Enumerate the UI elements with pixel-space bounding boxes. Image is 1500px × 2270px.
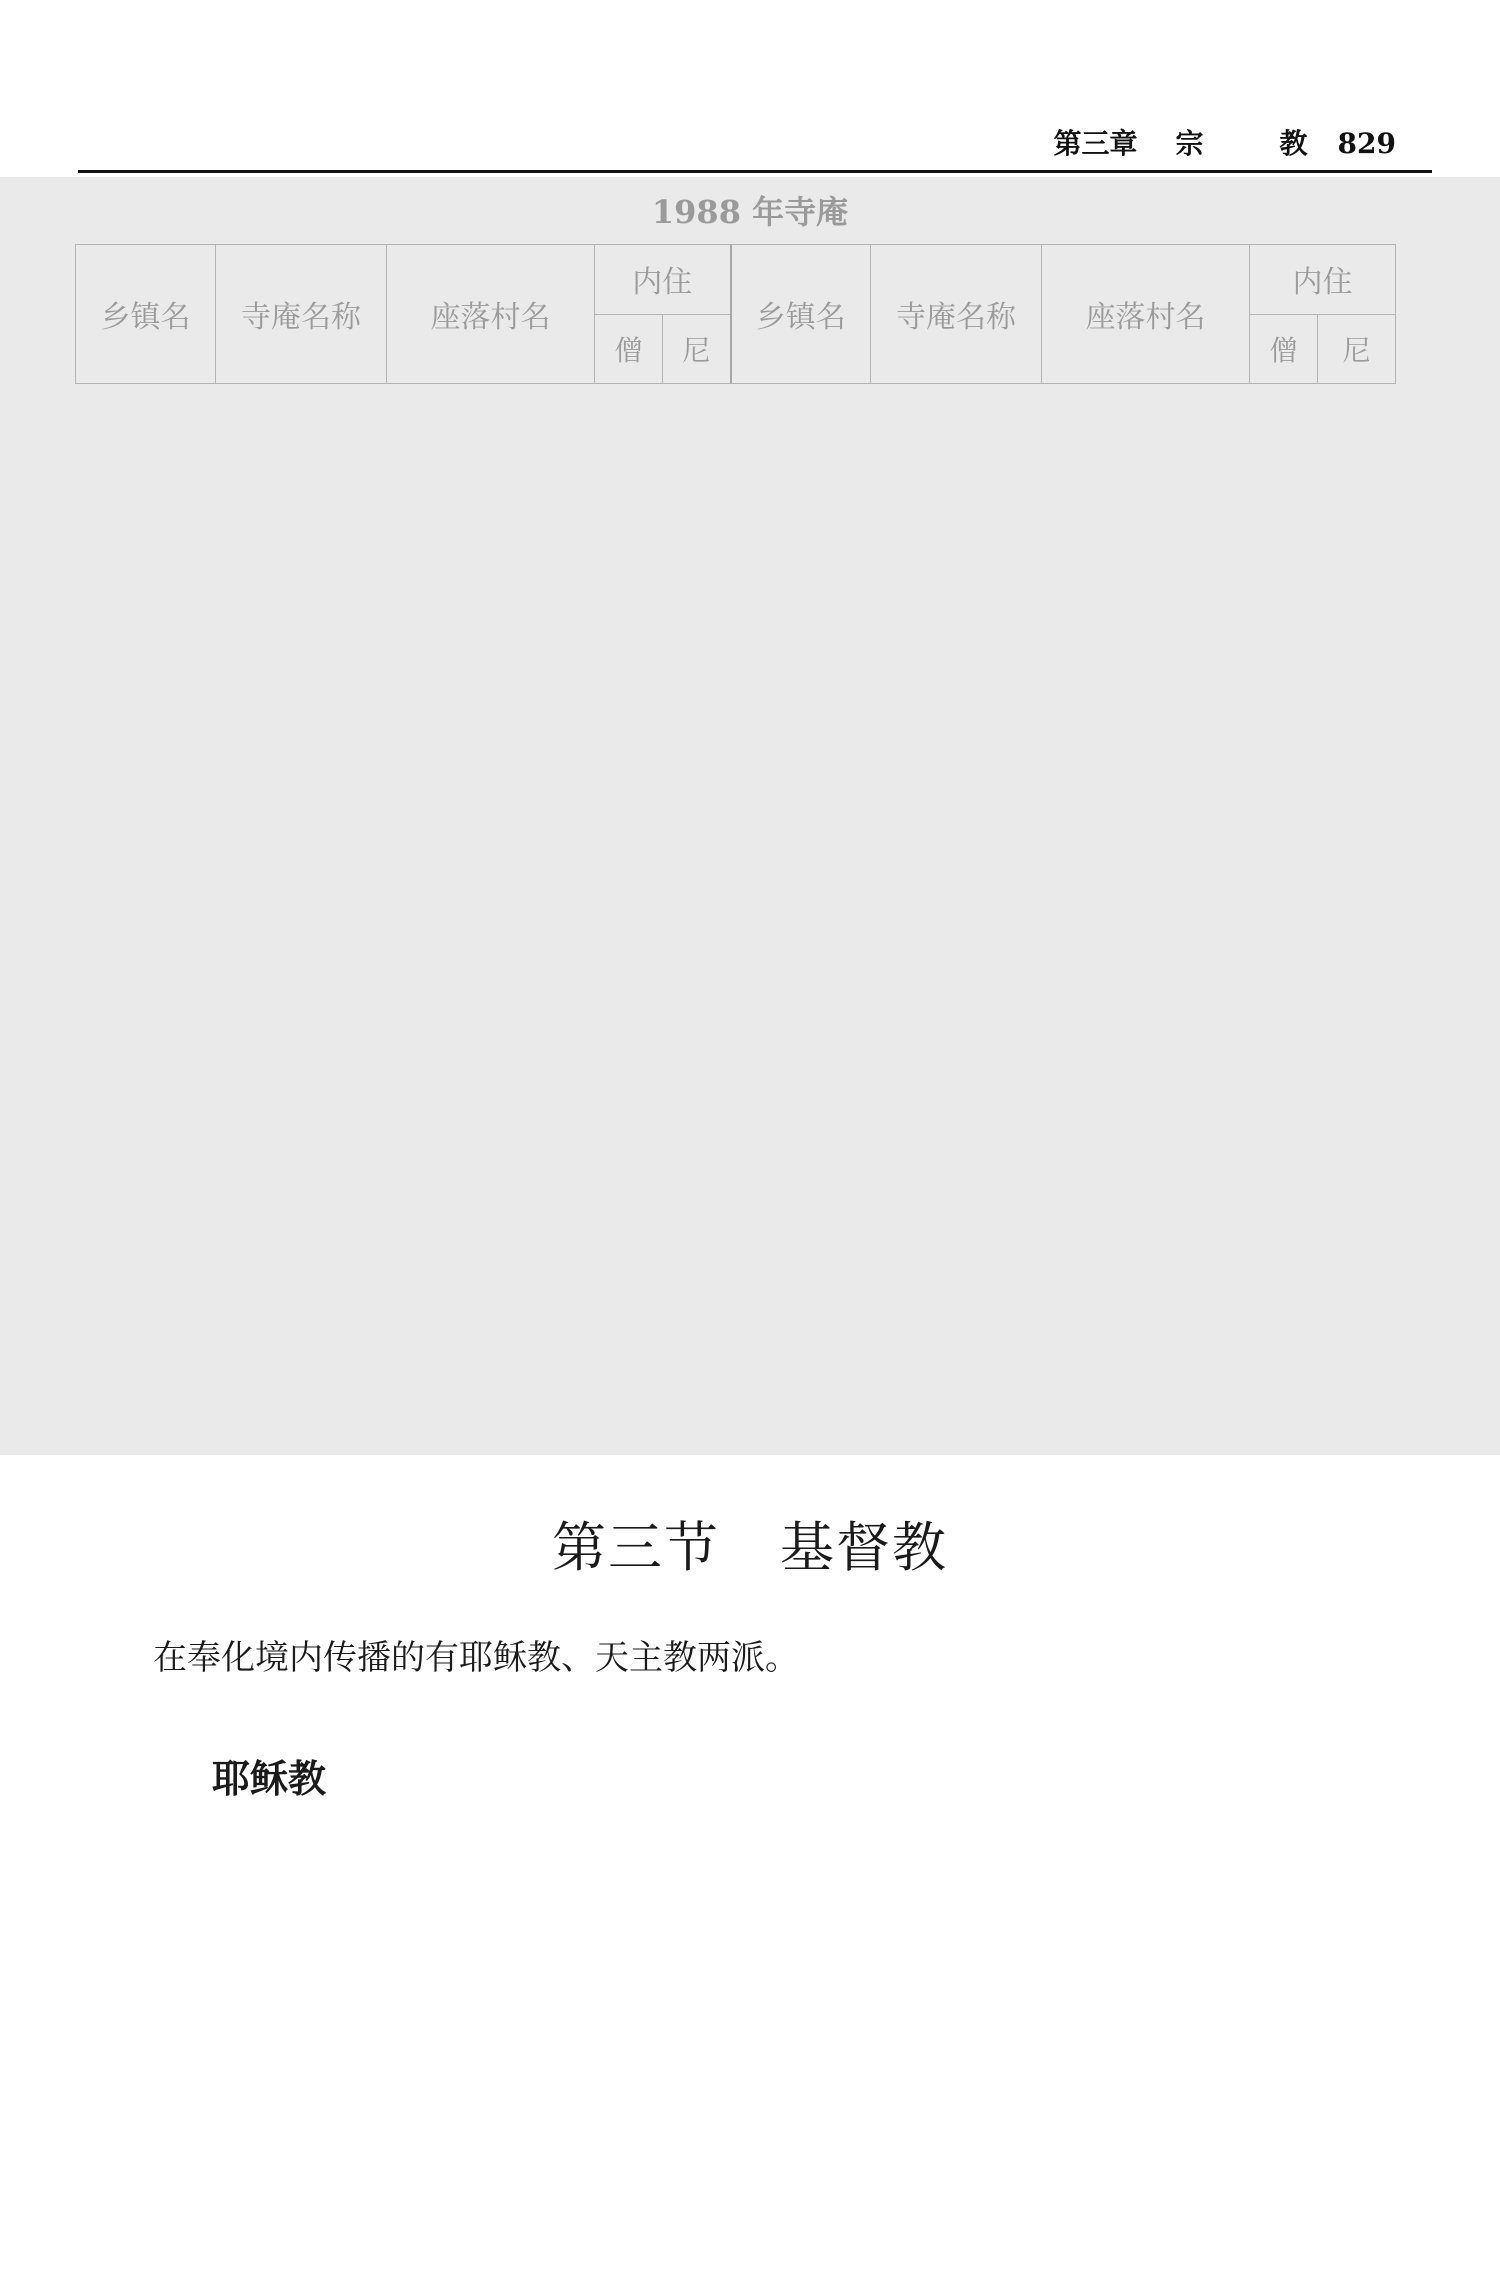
header-text <box>1054 122 1397 162</box>
intro-paragraph: 在奉化境内传播的有耶稣教、天主教两派。 <box>153 1638 799 1678</box>
section-number: 第三节 <box>552 1516 720 1579</box>
col-monk: 僧 <box>1250 314 1318 384</box>
col-monk: 僧 <box>595 314 663 384</box>
header-word-2: 教 <box>1279 127 1308 160</box>
header-chapter: 第三章 <box>1053 127 1138 160</box>
subheading-protestantism: 耶稣教 <box>212 1757 327 1801</box>
col-resident: 内住 <box>595 245 731 315</box>
table-header-row <box>76 245 1396 315</box>
col-village: 座落村名 <box>387 245 595 384</box>
col-resident: 内住 <box>1250 245 1396 315</box>
table-title: 1988 年寺庵 <box>651 193 849 231</box>
section-title <box>0 1505 1500 1582</box>
col-town: 乡镇名 <box>731 245 871 384</box>
section-name: 基督教 <box>780 1516 948 1579</box>
running-header <box>78 118 1432 173</box>
temples-table <box>75 244 1396 384</box>
page-number: 829 <box>1337 127 1396 160</box>
col-nun: 尼 <box>1318 314 1396 384</box>
col-village: 座落村名 <box>1042 245 1250 384</box>
col-nun: 尼 <box>663 314 731 384</box>
header-word-1: 宗 <box>1175 127 1204 160</box>
col-temple: 寺庵名称 <box>871 245 1042 384</box>
col-town: 乡镇名 <box>76 245 216 384</box>
col-temple: 寺庵名称 <box>216 245 387 384</box>
